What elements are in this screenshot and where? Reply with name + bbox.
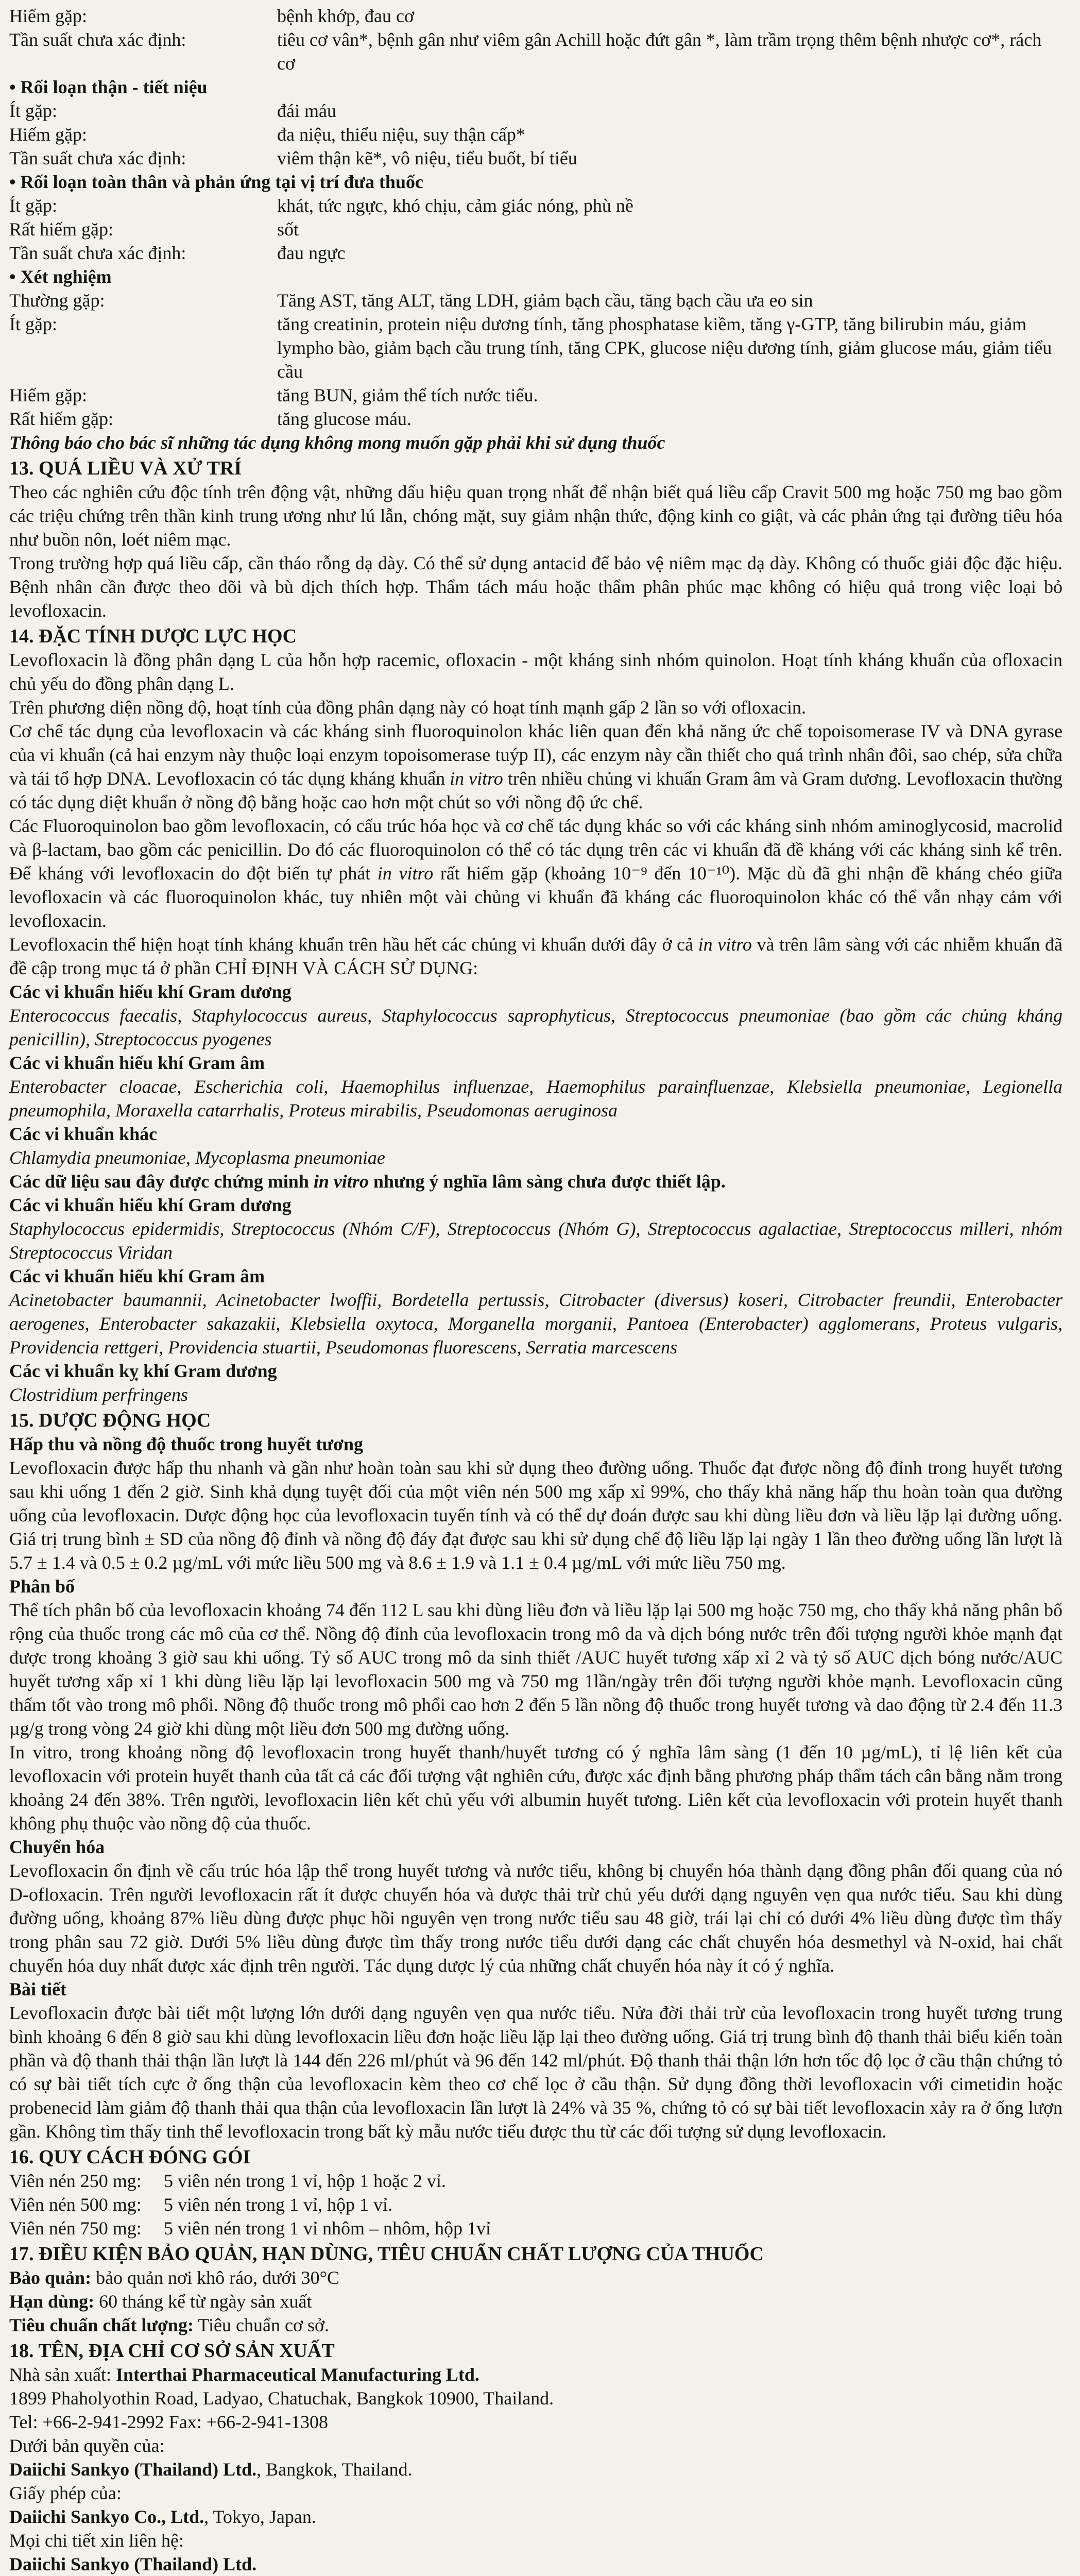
effects-value: tiêu cơ vân*, bệnh gân như viêm gân Achill hoặc đứt gân *, làm trầm trọng thêm bệnh nhược cơ*, rách cơ bbox=[277, 29, 1042, 74]
storage-row bbox=[9, 2290, 1062, 2313]
side-effect-row bbox=[9, 99, 1062, 123]
effects-value: tăng glucose máu. bbox=[277, 409, 412, 429]
side-effect-row bbox=[9, 194, 1062, 217]
effects-value: Tăng AST, tăng ALT, tăng LDH, giảm bạch cầu, tăng bạch cầu ưa eo sin bbox=[277, 290, 813, 311]
paragraph: Trong trường hợp quá liều cấp, cần tháo rỗng dạ dày. Có thể sử dụng antacid để bảo vệ niêm mạc dạ dày. Không có thuốc giải độc đặc hiệu. Bệnh nhân cần được theo dõi và bù dịch thích hợp. Thẩm tách máu hoặc thẩm phân phúc mạc không có hiệu quả trong việc loại bỏ levofloxacin. bbox=[9, 553, 1062, 621]
packaging-section bbox=[9, 2145, 1062, 2240]
frequency-label: Ít gặp: bbox=[9, 314, 57, 334]
section-heading: 18. TÊN, ĐỊA CHỈ CƠ SỞ SẢN XUẤT bbox=[9, 2340, 335, 2362]
effects-value: tăng BUN, giảm thể tích nước tiểu. bbox=[277, 385, 538, 405]
address-line bbox=[9, 2363, 1062, 2386]
text: Các Fluoroquinolon bao gồm levofloxacin, có cấu trúc hóa học và cơ chế tác dụng khác so với các kháng sinh nhóm aminoglycosid, macrolid và β-lactam, bao gồm các penicillin. Do đó các fluoroquinolon có thể có tác dụng trên các vi khuẩn đã đề kháng với các kháng sinh kể trên. Để kháng với levofloxacin do đột biến tự phát bbox=[9, 816, 1062, 884]
text: Interthai Pharmaceutical Manufacturing Ltd. bbox=[115, 2364, 479, 2385]
effects-value: sốt bbox=[277, 219, 299, 240]
subsection-title: Phân bố bbox=[9, 1576, 75, 1597]
species-list: Staphylococcus epidermidis, Streptococcus (Nhóm C/F), Streptococcus (Nhóm G), Streptococcus agalactiae, Streptococcus milleri, nhóm Streptococcus Viridan bbox=[9, 1218, 1062, 1263]
effects-value: đa niệu, thiểu niệu, suy thận cấp* bbox=[277, 124, 525, 145]
side-effect-row bbox=[9, 407, 1062, 431]
group-title: Các vi khuẩn kỵ khí Gram dương bbox=[9, 1361, 277, 1381]
section-heading: 13. QUÁ LIỀU VÀ XỬ TRÍ bbox=[9, 457, 242, 479]
paragraph: Levofloxacin được bài tiết một lượng lớn dưới dạng nguyên vẹn qua nước tiểu. Nửa đời thải trừ của levofloxacin trong huyết tương trung bình khoảng 6 đến 8 giờ sau khi dùng levofloxacin liều đơn hoặc liều lặp lại theo đường uống. Giá trị trung bình độ thanh thải biểu kiến toàn phần và độ thanh thải thận lần lượt là 144 đến 226 ml/phút và 96 đến 142 ml/phút. Độ thanh thải thận lớn hơn tốc độ lọc ở cầu thận chứng tỏ có sự bài tiết tích cực ở ống thận của levofloxacin kèm theo cơ chế lọc ở cầu thận. Sử dụng đồng thời levofloxacin với cimetidin hoặc probenecid làm giảm độ thanh thải qua thận của levofloxacin lần lượt là 24% và 35 %, chứng tỏ có sự bài tiết levofloxacin xảy ra ở ống lượn gần. Không tìm thấy tinh thể levofloxacin trong bất kỳ mẫu nước tiểu được thu từ các đối tượng sử dụng levofloxacin. bbox=[9, 2003, 1062, 2142]
row-label: Viên nén 750 mg: bbox=[9, 2218, 142, 2239]
storage-row bbox=[9, 2313, 1062, 2337]
section-heading: 16. QUY CÁCH ĐÓNG GÓI bbox=[9, 2146, 251, 2168]
paragraph: Thể tích phân bố của levofloxacin khoảng 74 đến 112 L sau khi dùng liều đơn và liều lặp lại 500 mg hoặc 750 mg, cho thấy khả năng phân bố rộng của thuốc trong các mô của cơ thể. Nồng độ đỉnh của levofloxacin trong mô da và dịch bóng nước trên đối tượng người khỏe mạnh đạt được trong khoảng 3 giờ sau khi uống. Tỷ số AUC trong mô da sinh thiết /AUC huyết tương xấp xỉ 2 và tỷ số AUC dịch bóng nước/AUC huyết tương xấp xỉ 1 khi dùng liều lặp lại levofloxacin 500 mg và 750 mg 1lần/ngày trên đối tượng người khỏe mạnh. Levofloxacin cũng thấm tốt vào trong mô phổi. Nồng độ thuốc trong mô phổi cao hơn 2 đến 5 lần nồng độ thuốc trong huyết tương và dao động từ 2.4 đến 11.3 µg/g trong vòng 24 giờ khi dùng một liều đơn 500 mg đường uống. bbox=[9, 1600, 1062, 1739]
frequency-label: Thường gặp: bbox=[9, 290, 105, 311]
group-title: Các vi khuẩn khác bbox=[9, 1124, 158, 1144]
address-line bbox=[9, 2458, 1062, 2481]
company-name: Daiichi Sankyo (Thailand) Ltd. bbox=[9, 2554, 257, 2574]
paragraph: Theo các nghiên cứu độc tính trên động vật, những dấu hiệu quan trọng nhất để nhận biết quá liều cấp Cravit 500 mg hoặc 750 mg bao gồm các triệu chứng trên thần kinh trung ương như lú lẫn, chóng mặt, suy giảm nhận thức, động kinh co giật, và các phản ứng tại đường tiêu hóa như buồn nôn, loét niêm mạc. bbox=[9, 482, 1062, 550]
paragraph bbox=[9, 814, 1062, 933]
paragraph: Levofloxacin được hấp thu nhanh và gần như hoàn toàn sau khi sử dụng theo đường uống. Thuốc đạt được nồng độ đỉnh trong huyết tương sau khi uống 1 đến 2 giờ. Sinh khả dụng tuyệt đối của một viên nén 500 mg xấp xỉ 99%, cho thấy khả năng hấp thu hoàn toàn qua đường uống của levofloxacin. Dược động học của levofloxacin tuyến tính và có thể dự đoán được sau khi dùng liều đơn và liều lặp lại đường uống. Giá trị trung bình ± SD của nồng độ đỉnh và nồng độ đáy đạt được sau khi sử dụng chế độ liều lặp lại ngày 1 lần theo đường uống lần lượt là 5.7 ± 1.4 và 0.5 ± 0.2 µg/mL với mức liều 500 mg và 8.6 ± 1.9 và 1.1 ± 0.4 µg/mL với mức liều 750 mg. bbox=[9, 1458, 1062, 1573]
frequency-label: Tần suất chưa xác định: bbox=[9, 243, 186, 263]
frequency-label: Hiếm gặp: bbox=[9, 124, 87, 145]
side-effect-row bbox=[9, 289, 1062, 312]
text: in vitro bbox=[450, 768, 503, 789]
group-title: Các vi khuẩn hiếu khí Gram âm bbox=[9, 1053, 265, 1073]
storage-section bbox=[9, 2242, 1062, 2337]
row-value: Tiêu chuẩn cơ sở. bbox=[193, 2315, 330, 2335]
text: rất hiếm gặp (khoảng 10⁻⁹ đến 10⁻¹⁰). Mặc dù đã ghi nhận đề kháng chéo giữa levofloxacin và các fluoroquinolon khác, tuy nhiên một vài chủng vi khuẩn đã kháng các fluoroquinolon khác có thể vẫn nhạy cảm với levofloxacin. bbox=[9, 863, 1062, 931]
side-effect-row bbox=[9, 4, 1062, 28]
address-line: Giấy phép của: bbox=[9, 2483, 122, 2503]
subsection-title: Bài tiết bbox=[9, 1979, 66, 1999]
row-value: bảo quản nơi khô ráo, dưới 30°C bbox=[91, 2267, 339, 2288]
side-effect-row bbox=[9, 123, 1062, 146]
text: , Bangkok, Thailand. bbox=[256, 2459, 413, 2480]
section-heading: 17. ĐIỀU KIỆN BẢO QUẢN, HẠN DÙNG, TIÊU CHUẨN CHẤT LƯỢNG CỦA THUỐC bbox=[9, 2243, 764, 2265]
paragraph bbox=[9, 719, 1062, 814]
row-label: Hạn dùng: bbox=[9, 2291, 95, 2312]
paragraph: Levofloxacin ổn định về cấu trúc hóa lập thể trong huyết tương và nước tiểu, không bị chuyển hóa thành dạng đồng phân đối quang của nó D-ofloxacin. Trên người levofloxacin rất ít được chuyển hóa và được thải trừ chủ yếu dưới dạng nguyên vẹn qua nước tiểu. Sau khi dùng đường uống, khoảng 87% liều dùng được phục hồi nguyên vẹn trong nước tiểu sau 48 giờ, trái lại chỉ có dưới 4% liều dùng được tìm thấy trong phân sau 72 giờ. Dưới 5% liều dùng được tìm thấy trong nước tiểu dưới dạng các chất chuyển hóa desmethyl và N-oxid, hai chất chuyển hóa duy nhất được xác định trên người. Tác dụng dược lý của những chất chuyển hóa này ít có ý nghĩa. bbox=[9, 1860, 1062, 1976]
species-list: Chlamydia pneumoniae, Mycoplasma pneumoniae bbox=[9, 1147, 385, 1168]
species-list: Clostridium perfringens bbox=[9, 1384, 188, 1405]
address-line: Dưới bản quyền của: bbox=[9, 2435, 165, 2456]
row-value: 5 viên nén trong 1 vỉ, hộp 1 vỉ. bbox=[164, 2194, 392, 2215]
pharmacodynamics-section bbox=[9, 624, 1062, 1406]
row-value: 60 tháng kể từ ngày sản xuất bbox=[94, 2291, 312, 2312]
invitro-note bbox=[9, 1170, 1062, 1193]
side-effect-row bbox=[9, 383, 1062, 407]
packaging-row bbox=[9, 2169, 1062, 2193]
text: và trên lâm sàng với các nhiễm khuẩn đã đề cập trong mục tá ở phần CHỈ ĐỊNH VÀ CÁCH SỬ DỤNG: bbox=[9, 934, 1062, 978]
frequency-label: Ít gặp: bbox=[9, 195, 57, 216]
frequency-label: Hiếm gặp: bbox=[9, 385, 87, 405]
text: Levofloxacin thể hiện hoạt tính kháng khuẩn trên hầu hết các chủng vi khuẩn dưới đây ở cả bbox=[9, 934, 698, 955]
address-line: Mọi chi tiết xin liên hệ: bbox=[9, 2530, 184, 2551]
storage-row bbox=[9, 2266, 1062, 2290]
effects-value: tăng creatinin, protein niệu dương tính, tăng phosphatase kiềm, tăng γ-GTP, tăng bilirubin máu, giảm lympho bào, giảm bạch cầu trung tính, tăng CPK, glucose niệu dương tính, giảm glucose máu, giảm tiểu cầu bbox=[277, 314, 1052, 382]
paragraph bbox=[9, 933, 1062, 980]
side-effect-row bbox=[9, 217, 1062, 241]
species-list: Enterobacter cloacae, Escherichia coli, Haemophilus influenzae, Haemophilus parainfluenzae, Klebsiella pneumoniae, Legionella pneumophila, Moraxella catarrhalis, Proteus mirabilis, Pseudomonas aeruginosa bbox=[9, 1076, 1062, 1121]
frequency-label: Ít gặp: bbox=[9, 100, 57, 121]
text: in vitro bbox=[698, 934, 752, 955]
paragraph: Trên phương diện nồng độ, hoạt tính của đồng phân dạng này có hoạt tính mạnh gấp 2 lần so với ofloxacin. bbox=[9, 697, 806, 718]
category-title: • Rối loạn toàn thân và phản ứng tại vị trí đưa thuốc bbox=[9, 172, 423, 192]
side-effect-row bbox=[9, 312, 1062, 383]
side-effect-row bbox=[9, 241, 1062, 265]
subsection-title: Hấp thu và nồng độ thuốc trong huyết tương bbox=[9, 1434, 364, 1454]
subsection-title: Chuyển hóa bbox=[9, 1837, 105, 1857]
address-line: Tel: +66-2-941-2992 Fax: +66-2-941-1308 bbox=[9, 2412, 328, 2432]
address-line bbox=[9, 2505, 1062, 2529]
species-list: Enterococcus faecalis, Staphylococcus aureus, Staphylococcus saprophyticus, Streptococcus pneumoniae (bao gồm các chủng kháng penicillin), Streptococcus pyogenes bbox=[9, 1005, 1062, 1049]
text: nhưng ý nghĩa lâm sàng chưa được thiết lập. bbox=[368, 1171, 726, 1192]
text: Cơ chế tác dụng của levofloxacin và các kháng sinh fluoroquinolon khác liên quan đến khả năng ức chế topoisomerase IV và DNA gyrase của vi khuẩn (cả hai enzym này thuộc loại enzym topoisomerase tuýp II), các enzym này cần thiết cho quá trình nhân đôi, sao chép, sửa chữa và tái tổ hợp DNA. Levofloxacin có tác dụng kháng khuẩn bbox=[9, 721, 1062, 789]
category-title: • Rối loạn thận - tiết niệu bbox=[9, 77, 208, 97]
row-value: 5 viên nén trong 1 vỉ, hộp 1 hoặc 2 vỉ. bbox=[164, 2171, 446, 2191]
group-title: Các vi khuẩn hiếu khí Gram dương bbox=[9, 981, 292, 1002]
text: Các dữ liệu sau đây được chứng minh bbox=[9, 1171, 314, 1192]
section-heading: 14. ĐẶC TÍNH DƯỢC LỰC HỌC bbox=[9, 625, 297, 647]
category-title: • Xét nghiệm bbox=[9, 266, 112, 287]
effects-value: đau ngực bbox=[277, 243, 346, 263]
packaging-row bbox=[9, 2216, 1062, 2240]
text: Nhà sản xuất: bbox=[9, 2364, 116, 2385]
group-title: Các vi khuẩn hiếu khí Gram âm bbox=[9, 1266, 265, 1286]
frequency-label: Hiếm gặp: bbox=[9, 6, 87, 26]
overdose-section bbox=[9, 456, 1062, 622]
packaging-row bbox=[9, 2193, 1062, 2216]
text: trên nhiều chủng vi khuẩn Gram âm và Gram dương. Levofloxacin thường có tác dụng diệt khuẩn ở nồng độ bằng hoặc cao hơn một chút so với nồng độ ức chế. bbox=[9, 768, 1062, 812]
frequency-label: Tần suất chưa xác định: bbox=[9, 29, 186, 50]
side-effect-row bbox=[9, 28, 1062, 75]
company-name: Daiichi Sankyo (Thailand) Ltd. bbox=[9, 2459, 257, 2480]
reporting-note: Thông báo cho bác sĩ những tác dụng không mong muốn gặp phải khi sử dụng thuốc bbox=[9, 432, 665, 453]
frequency-label: Rất hiếm gặp: bbox=[9, 219, 113, 240]
side-effects-list bbox=[9, 4, 1062, 454]
effects-value: đái máu bbox=[277, 100, 336, 121]
text: , Tokyo, Japan. bbox=[204, 2506, 316, 2527]
species-list: Acinetobacter baumannii, Acinetobacter lwoffii, Bordetella pertussis, Citrobacter (diversus) koseri, Citrobacter freundii, Enterobacter aerogenes, Enterobacter sakazakii, Klebsiella oxytoca, Morganella morganii, Pantoea (Enterobacter) agglomerans, Proteus vulgaris, Providencia rettgeri, Providencia stuartii, Pseudomonas fluorescens, Serratia marcescens bbox=[9, 1290, 1062, 1358]
paragraph: Levofloxacin là đồng phân dạng L của hỗn hợp racemic, ofloxacin - một kháng sinh nhóm quinolon. Hoạt tính kháng khuẩn của ofloxacin chủ yếu do đồng phân dạng L. bbox=[9, 650, 1062, 694]
row-label: Bảo quản: bbox=[9, 2267, 92, 2288]
company-name: Daiichi Sankyo Co., Ltd. bbox=[9, 2506, 204, 2527]
section-heading: 15. DƯỢC ĐỘNG HỌC bbox=[9, 1410, 211, 1431]
text: in vitro bbox=[377, 863, 434, 884]
group-title: Các vi khuẩn hiếu khí Gram dương bbox=[9, 1195, 292, 1215]
paragraph: In vitro, trong khoảng nồng độ levofloxacin trong huyết thanh/huyết tương có ý nghĩa lâm sàng (1 đến 10 µg/mL), tỉ lệ liên kết của levofloxacin với protein huyết thanh của tất cả các đối tượng vật nghiên cứu, được xác định bằng phương pháp thẩm tách cân bằng nằm trong khoảng 24 đến 38%. Trên người, levofloxacin liên kết chủ yếu với albumin huyết tương. Liên kết của levofloxacin với protein huyết thanh không phụ thuộc vào nồng độ của thuốc. bbox=[9, 1742, 1062, 1834]
row-label: Tiêu chuẩn chất lượng: bbox=[9, 2315, 194, 2335]
manufacturer-section bbox=[9, 2339, 1062, 2576]
pharmacokinetics-section bbox=[9, 1409, 1062, 2143]
frequency-label: Rất hiếm gặp: bbox=[9, 409, 113, 429]
side-effect-row bbox=[9, 146, 1062, 170]
row-value: 5 viên nén trong 1 vỉ nhôm – nhôm, hộp 1vỉ bbox=[164, 2218, 491, 2239]
row-label: Viên nén 500 mg: bbox=[9, 2194, 142, 2215]
document bbox=[9, 4, 1062, 2576]
frequency-label: Tần suất chưa xác định: bbox=[9, 148, 186, 168]
effects-value: viêm thận kẽ*, vô niệu, tiểu buốt, bí tiểu bbox=[277, 148, 577, 168]
effects-value: bệnh khớp, đau cơ bbox=[277, 6, 415, 26]
row-label: Viên nén 250 mg: bbox=[9, 2171, 142, 2191]
address-line: 1899 Phaholyothin Road, Ladyao, Chatuchak, Bangkok 10900, Thailand. bbox=[9, 2388, 554, 2409]
effects-value: khát, tức ngực, khó chịu, cảm giác nóng, phù nề bbox=[277, 195, 633, 216]
text: in vitro bbox=[313, 1171, 369, 1192]
